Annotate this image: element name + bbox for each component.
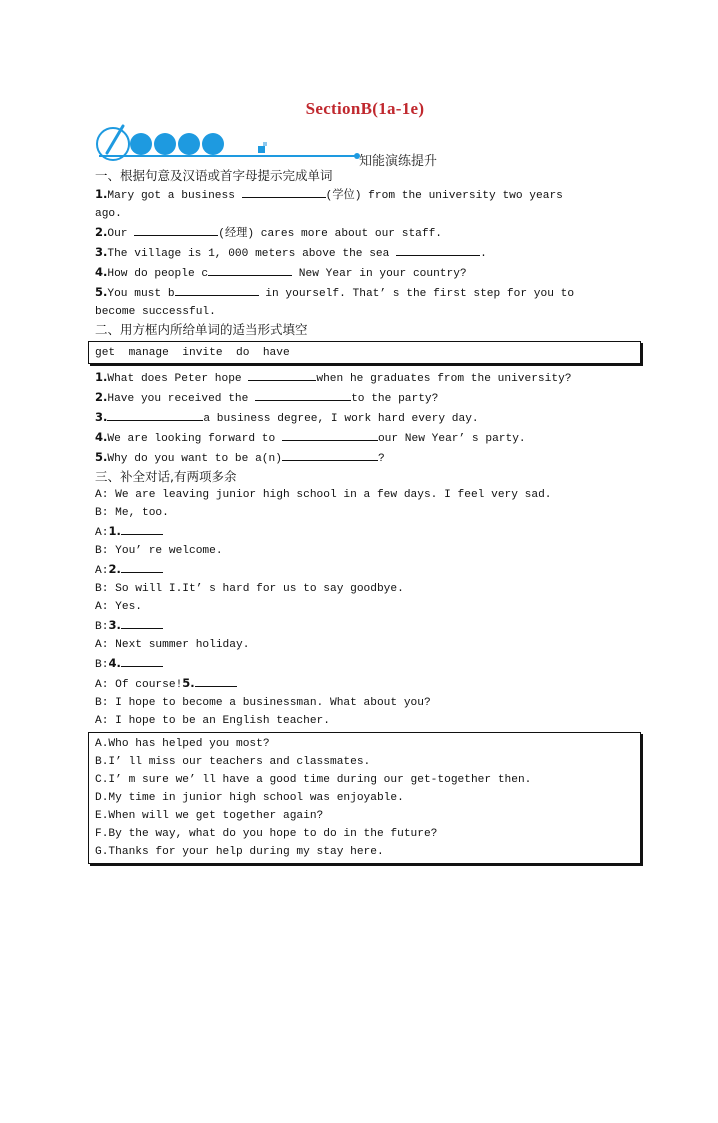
s2-question-1: 1.What does Peter hope when he graduates from the university? xyxy=(95,370,572,385)
dot-icon xyxy=(202,133,224,155)
dialogue-blank-2: A:2. xyxy=(95,560,635,580)
s1-question-5: 5.You must b in yourself. That’ s the first step for you to xyxy=(95,285,575,300)
answer-blank[interactable] xyxy=(134,224,218,236)
answer-blank[interactable] xyxy=(121,617,163,629)
s1-question-3: 3.The village is 1, 000 meters above the sea . xyxy=(95,245,487,260)
s2-question-5: 5.Why do you want to be a(n) ? xyxy=(95,450,385,465)
answer-blank[interactable] xyxy=(121,561,163,573)
dialogue-blank-1: A:1. xyxy=(95,522,635,542)
answer-blank[interactable] xyxy=(121,655,163,667)
s2-question-2: 2.Have you received the to the party? xyxy=(95,390,439,405)
worksheet-content xyxy=(95,167,635,868)
option-g: G.Thanks for your help during my stay here. xyxy=(95,846,384,858)
answer-blank[interactable] xyxy=(396,244,480,256)
answer-blank[interactable] xyxy=(255,389,351,401)
answer-blank[interactable] xyxy=(248,369,316,381)
dialogue-line: B: You’ re welcome. xyxy=(95,545,223,557)
answer-blank[interactable] xyxy=(121,523,163,535)
dialogue-blank-3: B:3. xyxy=(95,616,635,636)
dot-icon xyxy=(130,133,152,155)
dialogue-line: A: Next summer holiday. xyxy=(95,639,250,651)
dialogue-blank-5: A: Of course!5. xyxy=(95,674,635,694)
answer-blank[interactable] xyxy=(208,264,292,276)
section-2-heading: 二、用方框内所给单词的适当形式填空 xyxy=(95,322,308,337)
option-b: B.I’ ll miss our teachers and classmates. xyxy=(95,756,371,768)
dialogue-line: B: Me, too. xyxy=(95,507,169,519)
word-box xyxy=(88,341,641,364)
dot-icon xyxy=(154,133,176,155)
banner-graphic xyxy=(95,120,365,164)
option-c: C.I’ m sure we’ ll have a good time during our get-together then. xyxy=(95,774,532,786)
answer-blank[interactable] xyxy=(242,186,326,198)
s2-question-4: 4.We are looking forward to our New Year’ s party. xyxy=(95,430,526,445)
dialogue-line: A: Yes. xyxy=(95,601,142,613)
banner-label: 知能演练提升 xyxy=(359,154,438,169)
s1-question-4: 4.How do people c New Year in your country? xyxy=(95,265,467,280)
answer-blank[interactable] xyxy=(107,409,203,421)
dialogue-line: A: I hope to be an English teacher. xyxy=(95,715,330,727)
word-list: get manage invite do have xyxy=(95,347,290,359)
answer-blank[interactable] xyxy=(175,284,259,296)
dialogue-line: B: So will I.It’ s hard for us to say goodbye. xyxy=(95,583,404,595)
option-a: A.Who has helped you most? xyxy=(95,738,270,750)
answer-blank[interactable] xyxy=(282,429,378,441)
dialogue-line: A: We are leaving junior high school in a few days. I feel very sad. xyxy=(95,489,552,501)
section-1-heading: 一、根据句意及汉语或首字母提示完成单词 xyxy=(95,168,333,183)
answer-blank[interactable] xyxy=(282,449,378,461)
dialogue-line: B: I hope to become a businessman. What about you? xyxy=(95,697,431,709)
options-box xyxy=(88,732,641,864)
option-d: D.My time in junior high school was enjoyable. xyxy=(95,792,404,804)
square-icon xyxy=(258,146,265,153)
answer-blank[interactable] xyxy=(195,675,237,687)
s1-question-5-cont: become successful. xyxy=(95,306,216,318)
option-f: F.By the way, what do you hope to do in the future? xyxy=(95,828,438,840)
section-3-heading: 三、补全对话,有两项多余 xyxy=(95,469,237,484)
dot-icon xyxy=(178,133,200,155)
dialogue-blank-4: B:4. xyxy=(95,654,635,674)
section-banner xyxy=(95,120,635,169)
s1-question-1: 1.Mary got a business (学位) from the university two years xyxy=(95,187,563,202)
option-e: E.When will we get together again? xyxy=(95,810,324,822)
s2-question-3: 3. a business degree, I work hard every day. xyxy=(95,410,479,425)
page-title: SectionB(1a-1e) xyxy=(305,99,425,118)
s1-question-2: 2.Our (经理) cares more about our staff. xyxy=(95,225,443,240)
s1-question-1-cont: ago. xyxy=(95,208,122,220)
